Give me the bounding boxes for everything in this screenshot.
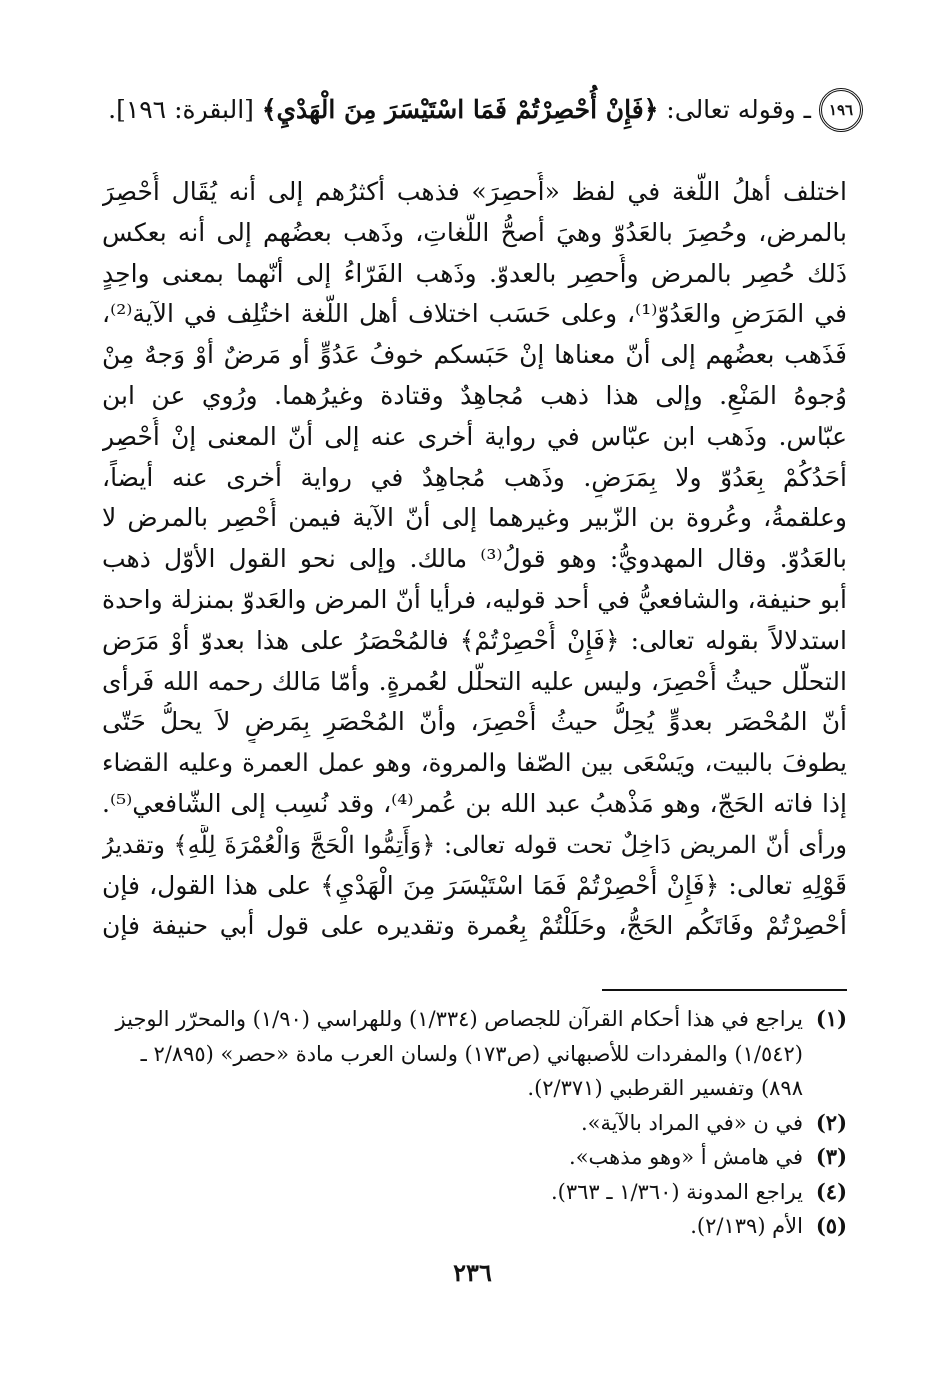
- footnote-text: [102, 1140, 803, 1175]
- text-line: وعلقمةُ، وعُروة بن الزّبير وغيرهما إلى أنّ الآية فيمن أُحْصِر بالمرض لا: [102, 503, 847, 533]
- footnote-line: (١/٥٤٢) والمفردات للأصبهاني (ص١٧٣) ولسان العرب مادة «حصر» (٢/٨٩٥ ـ: [140, 1041, 803, 1066]
- text-line: أحَدُكُمْ بِعَدُوّ ولا بِمَرَضٍ. وذَهب مُجاهِدٌ في رواية أخرى عنه أيضاً،: [102, 462, 847, 492]
- footnote: [102, 1106, 847, 1141]
- heading-citation: [البقرة: ١٩٦].: [108, 95, 262, 124]
- footnote-line: يراجع في هذا أحكام القرآن للجصاص (١/٣٣٤) وللهراسي (١/٩٠) والمحرّر الوجيز: [115, 1007, 803, 1031]
- footnote-number: (٤): [815, 1178, 847, 1204]
- text-line: وُجوهُ المَنْعِ. وإلى هذا ذهب مُجاهِدٌ وقتادة وغيرُهما. ورُوي عن ابن: [102, 380, 847, 410]
- text-line: بالمرض، وحُصِرَ بالعَدُوّ وهيَ أصحُّ اللُّغاتِ، وذَهب بعضُهم إلى أنه بعكس: [102, 217, 847, 247]
- footnotes: [102, 1002, 847, 1244]
- page-number: ٢٣٦: [453, 1258, 492, 1287]
- text-line: قَوْلِهِ تعالى: ﴿فَإِنْ أُحْصِرْتُمْ فَمَا اسْتَيْسَرَ مِنَ الْهَدْيِ﴾ على هذا القول، فإن: [102, 870, 847, 900]
- footnote: [102, 1140, 847, 1175]
- footnote-line: ٨٩٨) وتفسير القرطبي (٢/٣٧١).: [527, 1076, 803, 1100]
- entry-number: ١٩٦: [828, 101, 854, 119]
- text-line: بالعَدُوّ. وقال المهدويُّ: وهو قولُ⁽³⁾ مالك. وإلى نحو القول الأوّل ذهب: [102, 544, 847, 574]
- footnote-number: (٣): [815, 1144, 847, 1169]
- footnote-line: في هامش أ «وهو مذهب».: [569, 1145, 803, 1169]
- footnote-text: [102, 1002, 803, 1106]
- text-line: ذَلك حُصِر بالمرض وأُحصِر بالعدوّ. وذَهب الفَرّاءُ إلى أنّهما بمعنى واحِدٍ: [102, 258, 847, 288]
- footnote-line: يراجع المدونة (١/٣٦٠ ـ ٣٦٣).: [550, 1179, 803, 1204]
- footnote: [102, 1175, 847, 1210]
- heading-prefix: ـ وقوله تعالى:: [658, 95, 811, 124]
- text-line: استدلالاً بقوله تعالى: ﴿فَإِنْ أُحْصِرْتُمْ﴾ فالمُحْصَرُ على هذا بعدوّ أوْ مَرَض: [102, 625, 847, 655]
- footnote-text: [102, 1106, 803, 1141]
- text-line: في المَرَضِ والعَدُوّ⁽¹⁾، وعلى حَسَب اختلاف أهل اللّغة اختُلِف في الآية⁽²⁾،: [102, 299, 847, 329]
- entry-number-badge: [819, 88, 863, 132]
- footnote: [102, 1209, 847, 1244]
- text-line: أبو حنيفة، والشافعيُّ في أحد قوليه، فرأيا أنّ المرض والعَدوّ بمنزلة واحدة: [102, 584, 847, 614]
- text-line: التحلّل حيثُ أُحْصِرَ، وليس عليه التحلّل لعُمرةٍ. وأمّا مَالك رحمه الله فَرأى: [102, 666, 847, 696]
- footnote-separator: [602, 989, 847, 991]
- text-line: أحْصِرْتُمْ وفَاتَكُم الحَجُّ، وحَلَلْتُمْ بِعُمرة وتقديره على قول أبي حنيفة فإن: [102, 911, 847, 941]
- text-line: يطوفَ بالبيت، ويَسْعَى بين الصّفا والمروة، وهو عمل العمرة وعليه القضاء: [102, 748, 847, 778]
- footnote-line: الأم (٢/١٣٩).: [690, 1214, 803, 1238]
- heading-quran-verse: ﴿فَإِنْ أُحْصِرْتُمْ فَمَا اسْتَيْسَرَ مِنَ الْهَدْيِ﴾: [261, 95, 659, 124]
- footnote-number: (٥): [815, 1213, 847, 1238]
- entry-heading: [90, 88, 863, 132]
- footnote-number: (٢): [815, 1109, 847, 1135]
- footnote-line: في ن «في المراد بالآية».: [580, 1110, 803, 1135]
- text-line: أنّ المُحْصَر بعدوٍّ يُحِلُّ حيثُ أُحْصِرَ، وأنّ المُحْصَرِ بِمَرضٍ لاَ يحلُّ حَتّى: [102, 707, 847, 737]
- text-line: ورأى أنّ المريض دَاخِلٌ تحت قوله تعالى: ﴿وَأَتِمُّوا الْحَجَّ وَالْعُمْرَةَ لِلَّهِ﴾ وتقديرُ: [102, 830, 847, 859]
- text-line: إذا فاته الحَجّ، وهو مَذْهبُ عبد الله بن عُمر⁽⁴⁾، وقد نُسِب إلى الشّافعي⁽⁵⁾.: [102, 788, 847, 818]
- footnote-text: [102, 1209, 803, 1244]
- main-text: [102, 172, 847, 947]
- footnote-number: (١): [815, 1006, 847, 1031]
- text-line: اختلف أهلُ اللّغة في لفظ «أُحصِرَ» فذهب أكثرُهم إلى أنه يُقَال أُحْصِرَ: [102, 177, 847, 206]
- footnote-text: [102, 1175, 803, 1210]
- heading-text: [108, 92, 811, 128]
- text-line: فَذَهب بعضُهم إلى أنّ معناها إنْ حَبَسكم خوفُ عَدُوٍّ أو مَرضٌ أوْ وَجهٌ مِنْ: [102, 340, 847, 370]
- footnote: [102, 1002, 847, 1106]
- text-line: عبّاس. وذَهب ابن عبّاس في رواية أخرى عنه إلى أنّ المعنى إنْ أُحْصِر: [102, 421, 847, 451]
